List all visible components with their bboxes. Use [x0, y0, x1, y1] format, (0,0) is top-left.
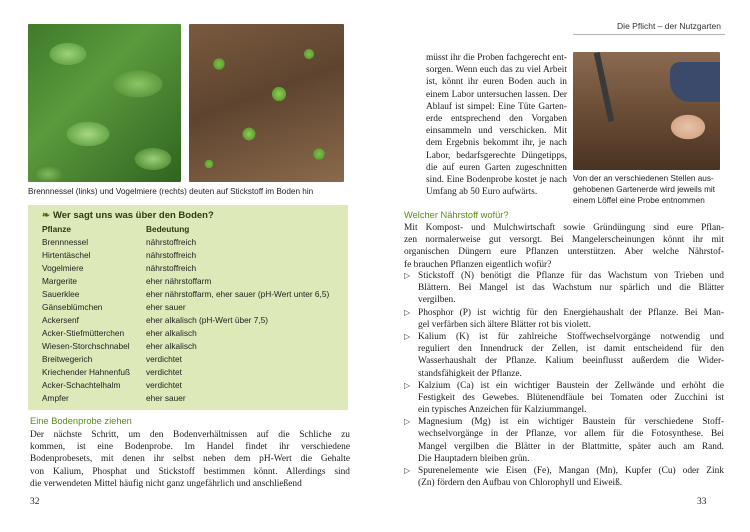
table-row	[42, 236, 342, 249]
section-heading-nutrients: Welcher Nährstoff wofür?	[404, 210, 509, 220]
body-paragraph-top	[426, 52, 567, 198]
plant-meaning: eher nährstoffarm	[146, 276, 212, 286]
plant-meaning: verdichtet	[146, 380, 182, 390]
text-line: müsst ihr die Proben fachgerecht ent-	[426, 53, 567, 63]
spade-shape	[594, 52, 614, 122]
column-header: Bedeutung	[146, 224, 190, 234]
text-line: Magnesium (Mg) ist ein wichtiger Baustein für verschiedene Stoff-	[418, 417, 724, 428]
section-heading: Eine Bodenprobe ziehen	[30, 416, 132, 426]
chickweed-photo	[189, 24, 344, 182]
text-line: Der nächste Schritt, um den Bodenverhältnissen auf die Schliche zu	[30, 430, 350, 440]
text-line: die verwendeten Mittel häufig nicht ganz ungefährlich und anschließend	[30, 478, 302, 489]
table-row	[42, 353, 342, 366]
text-line: sorgen. Wenn euch das zu viel Arbeit	[426, 65, 567, 76]
text-line: fe brauchen Pflanzen eigentlich wofür?	[404, 259, 552, 270]
text-line: dem Ergebnis bekommt ihr, je nach	[426, 138, 567, 149]
text-line: einem Labor untersuchen lassen. Der	[426, 89, 567, 100]
plant-meaning: nährstoffreich	[146, 263, 197, 273]
plant-name: Sauerklee	[42, 289, 80, 299]
text-line: Labor, bedarfsgerechte Düngetipps,	[426, 150, 567, 161]
list-item	[404, 380, 724, 417]
plant-name: Gänseblümchen	[42, 302, 103, 312]
text-line: wechselvorgänge in der Pflanze, vor allem für die Fotosynthese. Bei	[418, 429, 724, 440]
plant-name: Vogelmiere	[42, 263, 84, 273]
plant-name: Breitwegerich	[42, 354, 93, 364]
plant-meaning: verdichtet	[146, 367, 182, 377]
text-line: Kalzium (Ca) ist ein wichtiger Baustein der Zellwände und erhöht die	[418, 380, 724, 391]
text-line: erde entsprechend den Vorgaben	[426, 113, 567, 124]
text-line: Die Hauptadern bleiben grün.	[418, 453, 530, 464]
plant-meaning: eher sauer	[146, 302, 186, 312]
plant-name: Hirtentäschel	[42, 250, 91, 260]
text-line: ein typisches Anzeichen für Kalziummangel.	[418, 405, 587, 416]
text-line: (Zn) fördern den Aufbau von Chlorophyll und Eiweiß.	[418, 478, 623, 489]
text-line: gel verfärben sich ältere Blätter rot bis violett.	[418, 319, 591, 330]
soil-sample-photo	[573, 52, 720, 170]
text-line: Bodenprobesets, mit denen ihr selbst neben dem pH-Wert die Gehalte	[30, 454, 350, 465]
plant-meaning: eher alkalisch	[146, 328, 197, 338]
text-line: die auf euren Garten zugeschnitten	[426, 162, 567, 173]
text-line: standsfähigkeit der Pflanze.	[418, 368, 522, 379]
plant-meaning: verdichtet	[146, 354, 182, 364]
text-line: von Kalium, Phosphat und Stickstoff bestimmen könnt. Allerdings sind	[30, 466, 350, 477]
plant-name: Kriechender Hahnenfuß	[42, 367, 131, 377]
table-row	[42, 275, 342, 288]
page-number-right: 33	[697, 497, 707, 507]
table-row	[42, 314, 342, 327]
photo-caption-right: Von der an verschiedenen Stellen ausgehobenen Gartenerde wird jeweils mit einem Löffel eine Probe entnommen	[573, 174, 715, 205]
text-line: Mit Kompost- und Mulchwirtschaft sowie Gründüngung sind eure Pflan-	[404, 223, 724, 233]
plant-meaning: eher alkalisch	[146, 341, 197, 351]
list-item	[404, 270, 724, 307]
photo-caption: Brennnessel (links) und Vogelmiere (rechts) deuten auf Stickstoff im Boden hin	[28, 187, 314, 196]
plant-meaning: eher alkalisch (pH-Wert über 7,5)	[146, 315, 269, 325]
text-line: Wasserhaushalt der Pflanze. Kalium beeinflusst außerdem die Wider-	[418, 356, 724, 367]
list-item	[404, 307, 724, 331]
text-line: Spurenelemente wie Eisen (Fe), Mangan (Mn), Kupfer (Cu) oder Zink	[418, 466, 724, 476]
text-line: Umfang ab 50 Euro aufwärts.	[426, 187, 538, 198]
triangle-bullet-icon: ▷	[404, 466, 411, 475]
plant-meaning: eher sauer	[146, 393, 186, 403]
body-paragraph-nutrients-intro	[404, 222, 724, 271]
box-title-text: Wer sagt uns was über den Boden?	[52, 210, 214, 221]
text-line: Phosphor (P) ist wichtig für den Energiehaushalt der Pflanze. Bei Man-	[418, 307, 724, 318]
table-row	[42, 366, 342, 379]
nettle-photo	[28, 24, 181, 182]
box-title	[42, 210, 214, 221]
table-row	[42, 301, 342, 314]
table-header-row	[42, 223, 342, 236]
table-row	[42, 288, 342, 301]
table-row	[42, 340, 342, 353]
table-row	[42, 379, 342, 392]
text-line: Stickstoff (N) benötigt die Pflanze für das Wachstum von Trieben und	[418, 271, 724, 281]
running-header: Die Pflicht – der Nutzgarten	[573, 18, 725, 35]
text-line: organischen Düngern eure Pflanzen unterstützen. Aber welche Nährstof-	[404, 247, 724, 258]
plant-name: Ackersenf	[42, 315, 79, 325]
nutrient-list	[404, 270, 724, 489]
arm-shape	[670, 62, 720, 102]
triangle-bullet-icon: ▷	[404, 271, 411, 280]
text-line: reguliert den Innendruck der Zellen, ist damit entscheidend für den	[418, 344, 724, 355]
triangle-bullet-icon: ▷	[404, 380, 411, 390]
text-line: kommen, ist eine Bodenprobe. Im Handel findet ihr verschiedene	[30, 442, 350, 453]
plant-meaning: nährstoffreich	[146, 237, 197, 247]
plant-name: Wiesen-Storchschnabel	[42, 341, 130, 351]
table-row	[42, 262, 342, 275]
plant-name: Acker-Stiefmütterchen	[42, 328, 125, 338]
text-line: einsammeln und verschicken. Mit	[426, 126, 567, 137]
list-item	[404, 416, 724, 465]
text-line: vergilben.	[418, 295, 456, 306]
leaf-bullet-icon: ❧	[42, 210, 50, 221]
plant-meaning: nährstoffreich	[146, 250, 197, 260]
table-row	[42, 249, 342, 262]
text-line: Ablauf ist simpel: Eine Tüte Garten-	[426, 101, 567, 112]
triangle-bullet-icon: ▷	[404, 307, 411, 317]
text-line: ist, könnt ihr euren Boden auch in	[426, 77, 567, 88]
text-line: zen normalerweise gut versorgt. Bei Mangelerscheinungen könnt ihr mit	[404, 235, 724, 246]
plant-name: Margerite	[42, 276, 78, 286]
table-row	[42, 327, 342, 340]
plant-name: Ampfer	[42, 393, 69, 403]
indicator-plants-box	[28, 205, 348, 410]
plant-name: Brennnessel	[42, 237, 89, 247]
text-line: sind. Eine Bodenprobe kostet je nach	[426, 174, 567, 185]
table-row	[42, 392, 342, 405]
text-line: Blättern. Bei Mangel ist das Wachstum nur spärlich und die Blätter	[418, 283, 724, 294]
triangle-bullet-icon: ▷	[404, 331, 411, 341]
list-item	[404, 331, 724, 380]
column-header: Pflanze	[42, 224, 72, 234]
list-item	[404, 465, 724, 489]
body-paragraph	[30, 429, 350, 490]
text-line: Kalium (K) ist für zahlreiche Stoffwechselvorgänge notwendig und	[418, 331, 724, 342]
plant-name: Acker-Schachtelhalm	[42, 380, 121, 390]
text-line: Mangel vergilben die Blätter in der Blattmitte, später auch am Rand.	[418, 441, 724, 452]
text-line: Festigkeit des Gewebes. Blütenendfäule bei Tomaten oder Zucchini ist	[418, 392, 724, 403]
triangle-bullet-icon: ▷	[404, 417, 411, 427]
plant-meaning: eher nährstoffarm, eher sauer (pH-Wert unter 6,5)	[146, 289, 330, 299]
page-number: 32	[30, 497, 40, 507]
